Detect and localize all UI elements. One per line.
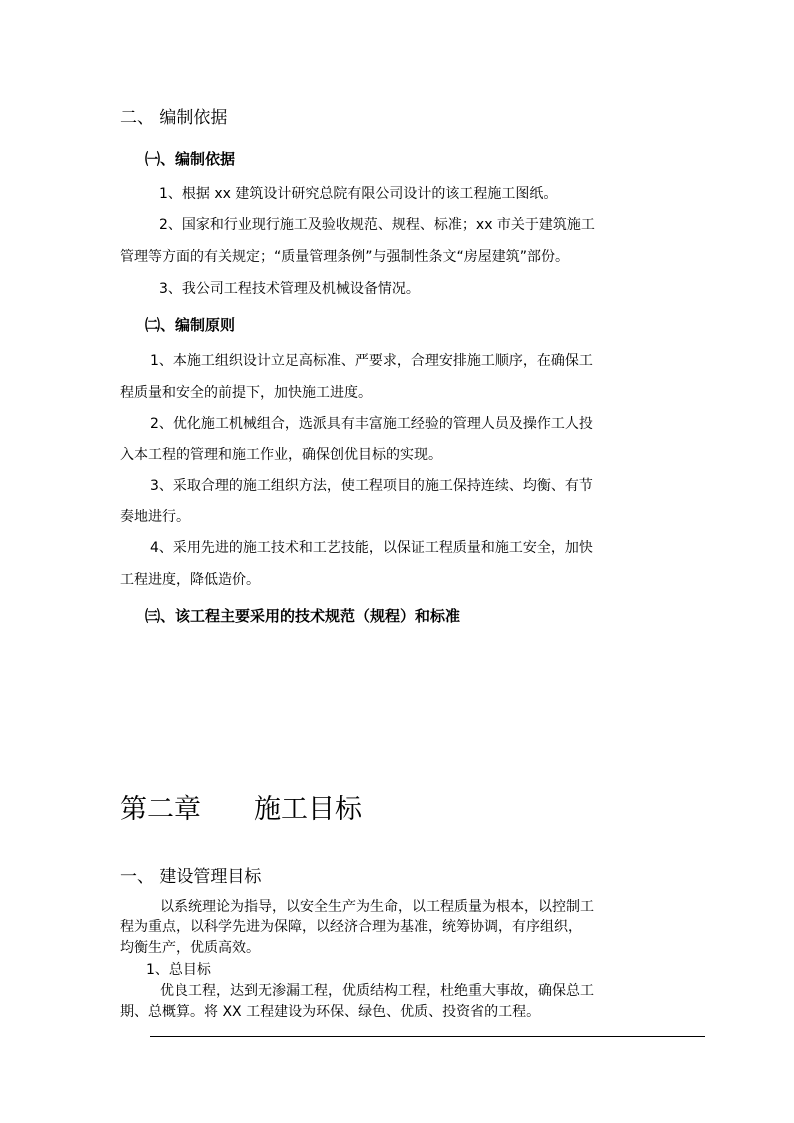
subsection-title-3: ㈢、该工程主要采用的技术规范（规程）和标准 bbox=[145, 607, 461, 625]
principle-line: 3、采取合理的施工组织方法，使工程项目的施工保持连续、均衡、有节 bbox=[150, 478, 593, 494]
basis-item-3: 3、我公司工程技术管理及机械设备情况。 bbox=[159, 281, 420, 297]
chapter-title: 施工目标 bbox=[254, 794, 362, 825]
section-heading: 二、 编制依据 bbox=[120, 108, 228, 128]
subsection-title-1: ㈠、编制依据 bbox=[145, 150, 236, 168]
principle-line: 程质量和安全的前提下，加快施工进度。 bbox=[120, 385, 372, 401]
principle-line: 2、优化施工机械组合，选派具有丰富施工经验的管理人员及操作工人投 bbox=[150, 416, 593, 432]
principle-line: 1、本施工组织设计立足高标准、严要求，合理安排施工顺序，在确保工 bbox=[150, 353, 593, 369]
principle-line: 工程进度，降低造价。 bbox=[120, 572, 260, 588]
horizontal-rule bbox=[150, 1036, 705, 1037]
goal-paragraph-line: 以系统理论为指导，以安全生产为生命，以工程质量为根本，以控制工 bbox=[160, 899, 594, 915]
principle-line: 奏地进行。 bbox=[120, 509, 190, 525]
goal-paragraph-line: 均衡生产，优质高效。 bbox=[120, 940, 260, 956]
principle-line: 4、采用先进的施工技术和工艺技能，以保证工程质量和施工安全，加快 bbox=[150, 540, 593, 556]
goal-label: 1、总目标 bbox=[146, 962, 211, 978]
goal-line: 优良工程，达到无渗漏工程，优质结构工程，杜绝重大事故，确保总工 bbox=[160, 983, 594, 999]
basis-item-2-cont: 管理等方面的有关规定；“质量管理条例”与强制性条文“房屋建筑”部份。 bbox=[120, 249, 570, 265]
subsection-title-2: ㈡、编制原则 bbox=[145, 316, 236, 334]
chapter-number: 第二章 bbox=[120, 794, 201, 825]
section-heading: 一、 建设管理目标 bbox=[120, 867, 262, 887]
principle-line: 入本工程的管理和施工作业，确保创优目标的实现。 bbox=[120, 447, 442, 463]
basis-item-2: 2、国家和行业现行施工及验收规范、规程、标准；xx 市关于建筑施工 bbox=[159, 217, 595, 233]
goal-paragraph-line: 程为重点，以科学先进为保障，以经济合理为基准，统筹协调，有序组织， bbox=[120, 919, 582, 935]
basis-item-1: 1、根据 xx 建筑设计研究总院有限公司设计的该工程施工图纸。 bbox=[159, 186, 558, 202]
goal-line: 期、总概算。将 XX 工程建设为环保、绿色、优质、投资省的工程。 bbox=[120, 1004, 541, 1020]
